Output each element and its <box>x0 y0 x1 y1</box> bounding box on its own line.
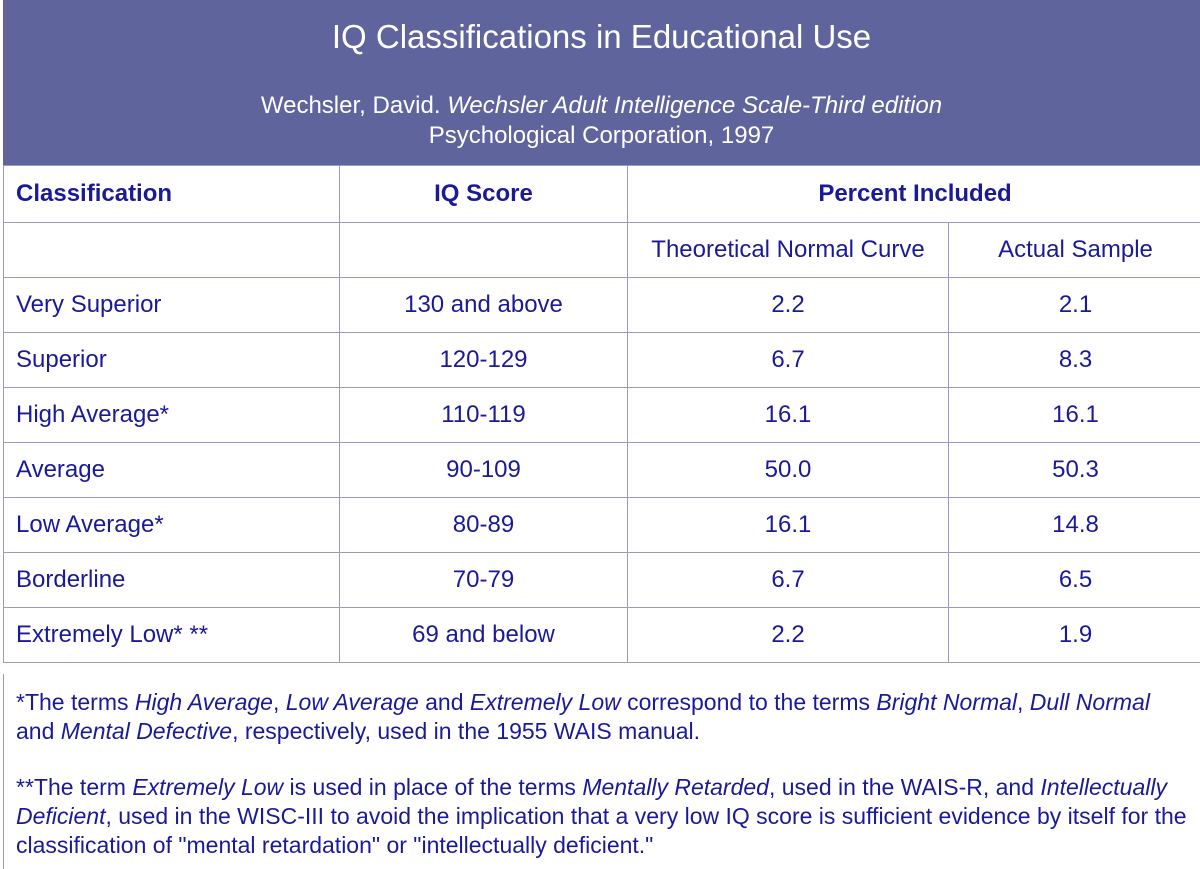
cell-theoretical-percent: 2.2 <box>628 608 949 663</box>
cell-iq-score: 130 and above <box>340 278 628 333</box>
table-row <box>4 443 1200 498</box>
cell-iq-score: 80-89 <box>340 498 628 553</box>
footnote-text: , used in the WAIS-R, and <box>768 774 1041 800</box>
footnotes <box>3 674 1200 869</box>
column-header-classification: Classification <box>4 166 340 223</box>
footnote-term: Dull Normal <box>1029 689 1150 715</box>
subheader-theoretical-normal-curve: Theoretical Normal Curve <box>628 223 949 278</box>
cell-iq-score: 69 and below <box>340 608 628 663</box>
table-row <box>4 388 1200 443</box>
cell-actual-percent: 1.9 <box>949 608 1200 663</box>
cell-actual-percent: 2.1 <box>949 278 1200 333</box>
column-header-iq-score: IQ Score <box>340 166 628 223</box>
footnote-text: , used in the WISC-III to avoid the implication that a very low IQ score is sufficient evidence by itself for the classification of "mental retardation" or "intellectually deficient." <box>16 803 1187 858</box>
cell-actual-percent: 16.1 <box>949 388 1200 443</box>
citation-publisher: Psychological Corporation, 1997 <box>428 122 775 149</box>
table-row <box>4 333 1200 388</box>
cell-actual-percent: 8.3 <box>949 333 1200 388</box>
footnote-term: Intellectually Deficient <box>16 774 1167 829</box>
table-body <box>4 166 1200 663</box>
cell-iq-score: 90-109 <box>340 443 628 498</box>
citation-book-title: Wechsler Adult Intelligence Scale-Third edition <box>447 92 943 119</box>
cell-actual-percent: 14.8 <box>949 498 1200 553</box>
footnote-term: High Average <box>134 689 273 715</box>
cell-classification: Superior <box>4 333 340 388</box>
footnote-text: , respectively, used in the 1955 WAIS manual. <box>232 718 700 744</box>
footnote-text: and <box>16 718 61 744</box>
footnote-text: and <box>418 689 470 715</box>
cell-classification: Average <box>4 443 340 498</box>
cell-theoretical-percent: 6.7 <box>628 333 949 388</box>
footnote-text: *The terms <box>16 689 135 715</box>
footnote-text: correspond to the terms <box>620 689 877 715</box>
footnote-text: **The term <box>16 774 133 800</box>
footnote-term: Extremely Low <box>132 774 284 800</box>
citation-author-line <box>3 91 1200 121</box>
footnote-term: Bright Normal <box>876 689 1018 715</box>
table-row <box>4 498 1200 553</box>
cell-theoretical-percent: 2.2 <box>628 278 949 333</box>
page-title: IQ Classifications in Educational Use <box>331 18 872 55</box>
column-header-percent-included: Percent Included <box>628 166 1200 223</box>
citation-author: Wechsler, David. <box>260 92 448 119</box>
cell-iq-score: 120-129 <box>340 333 628 388</box>
cell-classification: Extremely Low* ** <box>4 608 340 663</box>
subheader-actual-sample: Actual Sample <box>949 223 1200 278</box>
empty-cell <box>340 223 628 278</box>
footnote-term: Mentally Retarded <box>582 774 769 800</box>
cell-classification: High Average* <box>4 388 340 443</box>
cell-classification: Very Superior <box>4 278 340 333</box>
table-row <box>4 608 1200 663</box>
header-row <box>4 166 1200 223</box>
footnote-extremely-low <box>16 773 1189 860</box>
header-banner <box>0 0 1200 165</box>
iq-classification-table <box>3 165 1200 663</box>
cell-theoretical-percent: 16.1 <box>628 388 949 443</box>
footnote-text: , <box>1017 689 1030 715</box>
cell-actual-percent: 50.3 <box>949 443 1200 498</box>
footnote-text: is used in place of the terms <box>283 774 583 800</box>
cell-theoretical-percent: 16.1 <box>628 498 949 553</box>
table-row <box>4 278 1200 333</box>
cell-iq-score: 110-119 <box>340 388 628 443</box>
footnote-term: Mental Defective <box>60 718 233 744</box>
table-row <box>4 553 1200 608</box>
cell-actual-percent: 6.5 <box>949 553 1200 608</box>
cell-theoretical-percent: 50.0 <box>628 443 949 498</box>
footnote-text: , <box>272 689 286 715</box>
empty-cell <box>4 223 340 278</box>
cell-iq-score: 70-79 <box>340 553 628 608</box>
cell-classification: Low Average* <box>4 498 340 553</box>
cell-classification: Borderline <box>4 553 340 608</box>
subheader-row <box>4 223 1200 278</box>
footnote-term: Extremely Low <box>469 689 621 715</box>
cell-theoretical-percent: 6.7 <box>628 553 949 608</box>
footnote-terms <box>16 688 1189 746</box>
footnote-term: Low Average <box>285 689 419 715</box>
